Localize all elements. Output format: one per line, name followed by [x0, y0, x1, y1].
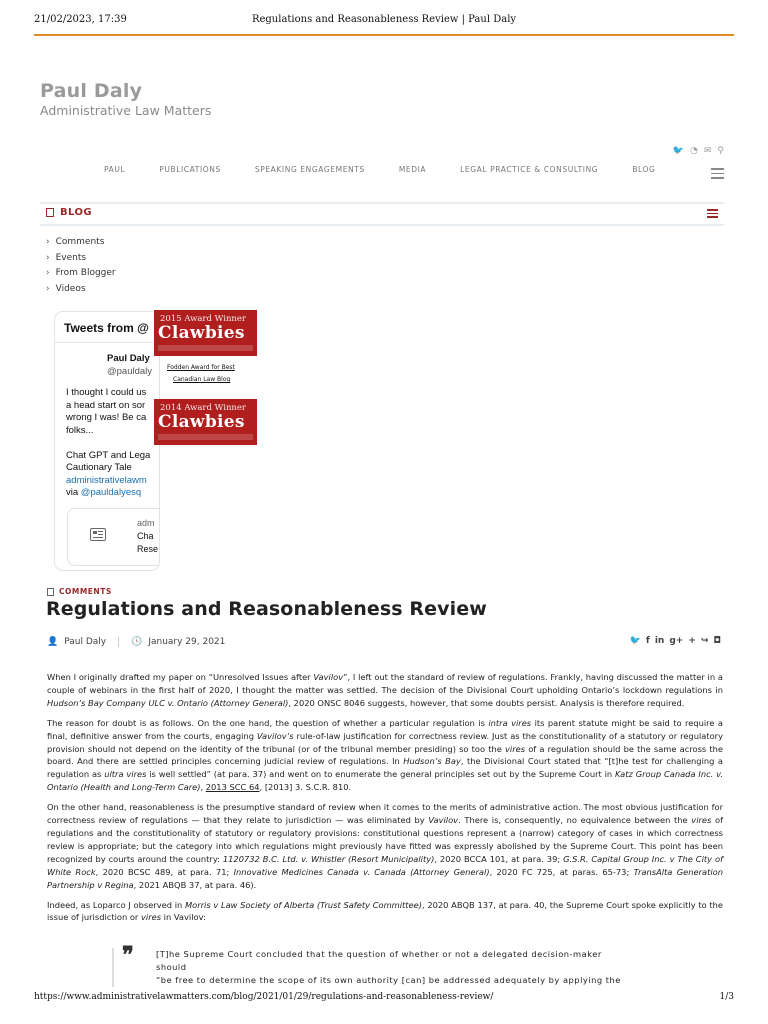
- nav-item-legal-practice[interactable]: LEGAL PRACTICE & CONSULTING: [460, 165, 599, 174]
- tweet-via-prefix: via: [66, 487, 81, 498]
- tweet-via-handle[interactable]: @pauldalyesq: [80, 487, 142, 498]
- blog-bar: [40, 202, 724, 226]
- citation-link[interactable]: 2013 SCC 64: [205, 782, 260, 793]
- badge-name: Clawbies: [158, 323, 245, 343]
- pocket-icon[interactable]: ◘: [713, 636, 721, 646]
- tweet-via: [66, 487, 160, 500]
- clawbies-2014-badge[interactable]: [154, 399, 257, 445]
- document-icon: [47, 588, 54, 596]
- quote-icon: ❞: [122, 942, 135, 968]
- search-icon[interactable]: ⚲: [717, 146, 724, 156]
- print-page-number: 1/3: [719, 992, 734, 1002]
- tweet-link-url[interactable]: administrativelawm: [66, 474, 147, 486]
- facebook-icon[interactable]: f: [645, 636, 650, 646]
- tweet-link-title: Chat GPT and Lega: [66, 449, 151, 461]
- twitter-icon[interactable]: 🐦: [672, 146, 684, 156]
- print-rule: [34, 34, 734, 36]
- tweet-link-title: Cautionary Tale: [66, 462, 132, 473]
- tweet-handle[interactable]: @pauldaly: [107, 366, 153, 377]
- email-icon[interactable]: ✉: [703, 146, 712, 156]
- nav-item-media[interactable]: MEDIA: [398, 165, 427, 174]
- fodden-award-link[interactable]: [167, 362, 257, 386]
- main-nav: [104, 165, 655, 174]
- tweet-line: a head start on sor: [66, 399, 146, 411]
- nav-item-blog[interactable]: BLOG: [632, 165, 656, 174]
- tweet-line: I thought I could us: [66, 387, 147, 398]
- fodden-line: Fodden Award for Best: [167, 364, 235, 371]
- badge-year: 2014 Award Winner: [160, 403, 246, 413]
- print-url: https://www.administrativelawmatters.com/blog/2021/01/29/regulations-and-reasonableness-review/: [34, 992, 494, 1002]
- blog-subnav: [46, 235, 116, 297]
- share-icons: [630, 636, 721, 646]
- article-author[interactable]: Paul Daly: [64, 637, 107, 647]
- paragraph: The reason for doubt is as follows. On the one hand, the question of whether a particular regulation is intra vires its parent statute might be said to require a final, definitive answer from the courts, engaging Vavilov’s rule-of-law justification for correctness review. Just as the constitutionality of a statutory or regulatory provision should not depend on the identity of the tribunal (or of the tribunal member presiding) so too the vires of a regulation should be the same across the board. And there are settled principles concerning judicial review of regulations. In Hudson’s Bay, the Divisional Court stated that “[t]he test for challenging a regulation as ultra vires is well settled” (at para. 37) and went on to enumerate the general principles set out by the Supreme Court in Katz Group Canada Inc. v. Ontario (Health and Long-Term Care), 2013 SCC 64, [2013] 3. S.C.R. 810.: [47, 717, 723, 793]
- badge-name: Clawbies: [158, 412, 245, 432]
- blockquote: [112, 942, 623, 987]
- nav-item-paul[interactable]: PAUL: [104, 165, 126, 174]
- clawbies-2015-badge[interactable]: [154, 310, 257, 356]
- clock-icon: 🕓: [131, 637, 143, 647]
- subnav-item-videos[interactable]: [46, 282, 116, 298]
- subnav-item-comments[interactable]: [46, 235, 116, 251]
- tweet-body: [66, 387, 160, 500]
- linkedin-icon[interactable]: in: [654, 636, 665, 646]
- paragraph: Indeed, as Loparco J observed in Morris v Law Society of Alberta (Trust Safety Committee), 2020 ABQB 137, at para. 40, the Supreme Court spoke explicitly to the issue of jurisdiction or vires in Vavilov:: [47, 899, 723, 923]
- subnav-link-events[interactable]: Events: [55, 252, 87, 263]
- badge-year: 2015 Award Winner: [160, 314, 246, 324]
- subnav-item-from-blogger[interactable]: [46, 266, 116, 282]
- article-title: Regulations and Reasonableness Review: [46, 598, 487, 620]
- blog-bar-text: BLOG: [60, 207, 92, 218]
- tweets-header: Tweets from @: [64, 321, 149, 335]
- badge-stripe: [158, 345, 253, 351]
- tweet-link-card[interactable]: [67, 508, 160, 566]
- link-card-domain: adm: [137, 518, 155, 528]
- badge-stripe: [158, 434, 253, 440]
- blog-bar-label[interactable]: [46, 207, 92, 218]
- plus-icon[interactable]: +: [688, 636, 696, 646]
- nav-item-publications[interactable]: PUBLICATIONS: [159, 165, 221, 174]
- fodden-line: Canadian Law Blog: [173, 376, 231, 383]
- category-label: COMMENTS: [59, 587, 112, 596]
- tweet-line: folks...: [66, 424, 94, 436]
- tweets-divider: [55, 342, 159, 343]
- site-tagline: Administrative Law Matters: [40, 103, 212, 118]
- subnav-link-videos[interactable]: Videos: [55, 283, 86, 294]
- print-header: [34, 14, 734, 36]
- tweets-widget[interactable]: [54, 311, 160, 571]
- article-category[interactable]: [47, 587, 112, 596]
- meta-divider: [118, 637, 119, 647]
- blog-menu-icon[interactable]: [707, 209, 718, 220]
- print-title: Regulations and Reasonableness Review | Paul Daly: [251, 14, 517, 25]
- blockquote-line: “be free to determine the scope of its own authority [can] be addressed adequately by applying the: [156, 974, 621, 985]
- document-icon: [46, 208, 54, 217]
- site-title[interactable]: Paul Daly: [40, 80, 143, 102]
- blockquote-line: [T]he Supreme Court concluded that the question of whether or not a delegated decision-maker should: [156, 949, 602, 972]
- subnav-item-events[interactable]: [46, 251, 116, 267]
- tweet-line: wrong I was! Be ca: [66, 412, 147, 423]
- article-body: [47, 671, 723, 931]
- article-date: January 29, 2021: [148, 637, 226, 647]
- nav-item-speaking-engagements[interactable]: SPEAKING ENGAGEMENTS: [254, 165, 365, 174]
- link-card-text: [137, 517, 158, 556]
- paragraph: When I originally drafted my paper on “Unresolved Issues after Vavilov”, I left out the standard of review of regulations. Frankly, having discussed the matter in a couple of webinars in the first half of 2020, I thought the matter was settled. The decision of the Divisional Court upholding Ontario’s lockdown regulations in Hudson’s Bay Company ULC v. Ontario (Attorney General), 2020 ONSC 8046 suggests, however, that some doubts persist. Analysis is therefore required.: [47, 672, 723, 708]
- article-icon: [90, 528, 106, 541]
- paragraph: On the other hand, reasonableness is the presumptive standard of review when it comes to the merits of administrative action. The most obvious justification for correctness review of regulations — that they relate to jurisdiction — was eliminated by Vavilov. There is, consequently, no equivalence between the vires of regulations and the constitutionality of statutory or regulatory provisions: constitutional questions represent a (narrow) category of cases in which correctness review is appropriate; but the category into which regulations might previously have fitted was expressly abolished by the Supreme Court. This point has been recognized by courts around the country: 1120732 B.C. Ltd. v. Whistler (Resort Municipality), 2020 BCCA 101, at para. 39; G.S.R. Capital Group Inc. v The City of White Rock, 2020 BCSC 489, at para. 71; Innovative Medicines Canada v. Canada (Attorney General), 2020 FC 725, at paras. 65-73; TransAlta Generation Partnership v Regina, 2021 ABQB 37, at para. 46).: [47, 802, 723, 890]
- twitter-icon[interactable]: 🐦: [629, 636, 641, 646]
- link-card-title: Cha: [137, 531, 154, 541]
- print-datetime: 21/02/2023, 17:39: [34, 14, 127, 25]
- rss-icon[interactable]: ◔: [690, 146, 698, 156]
- subnav-link-comments[interactable]: Comments: [55, 237, 105, 247]
- user-icon: 👤: [47, 637, 59, 647]
- link-card-desc: Rese: [137, 544, 159, 554]
- article-meta: [47, 637, 225, 647]
- tweet-author[interactable]: Paul Daly: [107, 353, 150, 364]
- subnav-link-from-blogger[interactable]: From Blogger: [55, 268, 116, 278]
- hamburger-menu-icon[interactable]: [711, 168, 724, 182]
- share-icon[interactable]: ↪: [700, 636, 709, 646]
- print-footer: [34, 992, 734, 1002]
- social-icons: [673, 146, 724, 156]
- googleplus-icon[interactable]: g+: [669, 636, 684, 646]
